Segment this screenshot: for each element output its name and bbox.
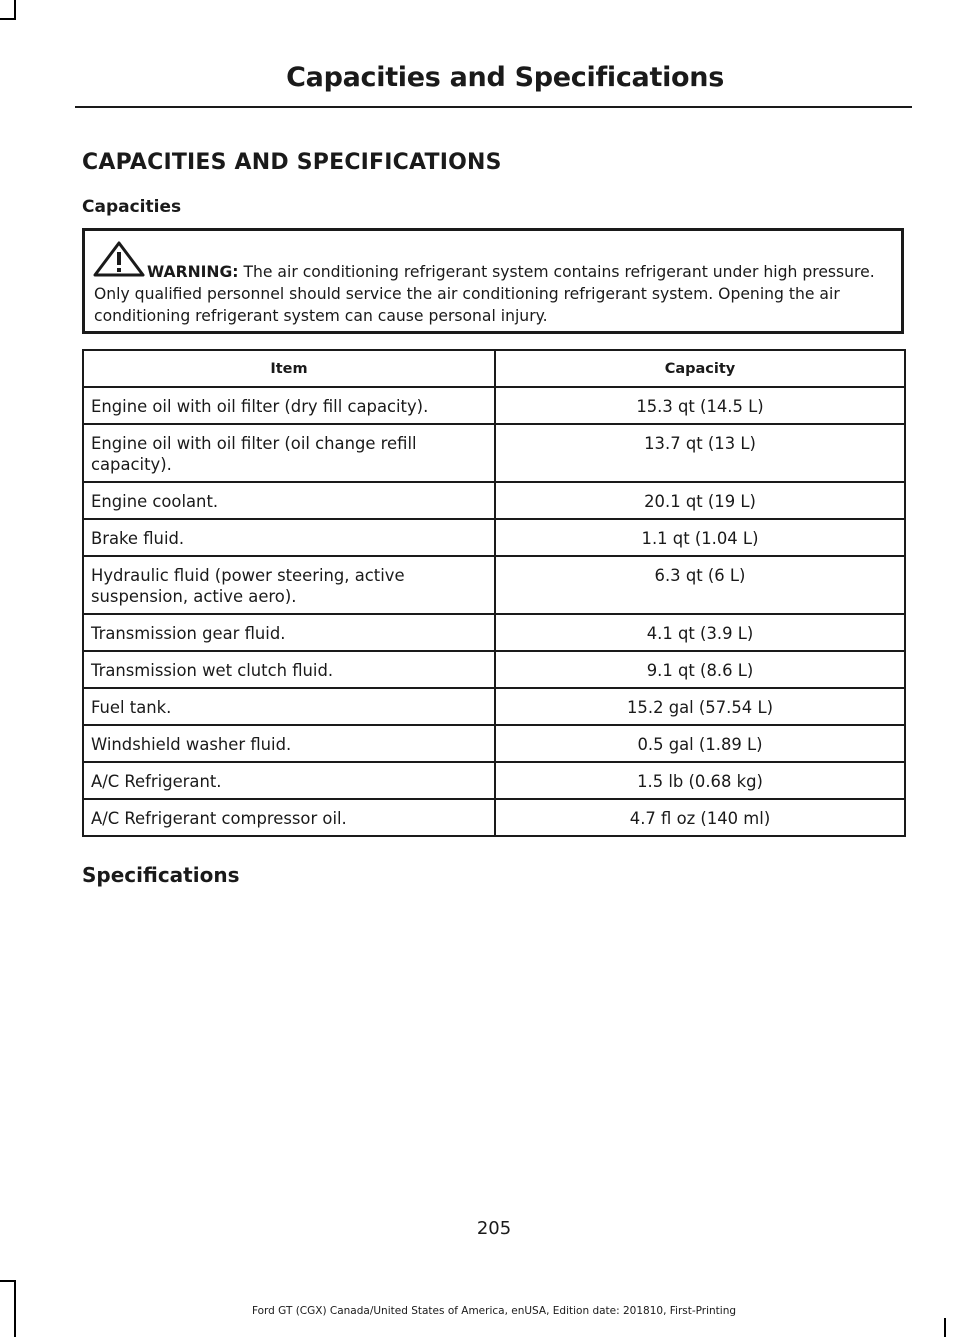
page-footer: Ford GT (CGX) Canada/United States of America, enUSA, Edition date: 201810, First-Printing: [251, 1305, 737, 1317]
column-header-item: Item: [83, 350, 495, 387]
item-cell: Engine oil with oil filter (dry fill capacity).: [83, 387, 495, 424]
page-header-title: Capacities and Specifications: [286, 62, 724, 93]
table-row: [83, 651, 905, 688]
item-cell: Windshield washer fluid.: [83, 725, 495, 762]
crop-mark: [0, 18, 16, 20]
table-row: [83, 387, 905, 424]
item-cell: A/C Refrigerant.: [83, 762, 495, 799]
warning-box: [82, 228, 904, 334]
section-title: CAPACITIES AND SPECIFICATIONS: [82, 150, 502, 175]
capacity-cell: 4.1 qt (3.9 L): [495, 614, 905, 651]
capacity-cell: 0.5 gal (1.89 L): [495, 725, 905, 762]
capacity-cell: 9.1 qt (8.6 L): [495, 651, 905, 688]
item-cell: Brake fluid.: [83, 519, 495, 556]
specifications-heading: Specifications: [82, 863, 240, 887]
item-cell: Fuel tank.: [83, 688, 495, 725]
table-row: [83, 799, 905, 836]
capacity-cell: 6.3 qt (6 L): [495, 556, 905, 614]
header-divider: [75, 106, 912, 108]
table-row: [83, 482, 905, 519]
table-row: [83, 424, 905, 482]
crop-mark: [14, 0, 16, 20]
table-row: [83, 762, 905, 799]
table-row: [83, 688, 905, 725]
capacities-heading: Capacities: [82, 197, 182, 217]
page-number: 205: [476, 1218, 512, 1239]
item-cell: Engine oil with oil filter (oil change refill capacity).: [83, 424, 495, 482]
crop-mark: [0, 1280, 16, 1282]
table-row: [83, 725, 905, 762]
capacity-cell: 13.7 qt (13 L): [495, 424, 905, 482]
table-row: [83, 556, 905, 614]
item-cell: Hydraulic fluid (power steering, active suspension, active aero).: [83, 556, 495, 614]
capacity-cell: 1.5 lb (0.68 kg): [495, 762, 905, 799]
table-row: [83, 614, 905, 651]
item-cell: A/C Refrigerant compressor oil.: [83, 799, 495, 836]
capacity-cell: 1.1 qt (1.04 L): [495, 519, 905, 556]
capacities-table: [82, 349, 906, 837]
warning-body: The air conditioning refrigerant system contains refrigerant under high pressure. Only qualified personnel should service the air conditioning refrigerant system. Opening the air conditioning refrigerant system can cause personal injury.: [94, 263, 875, 325]
capacity-cell: 15.3 qt (14.5 L): [495, 387, 905, 424]
capacity-cell: 20.1 qt (19 L): [495, 482, 905, 519]
item-cell: Transmission gear fluid.: [83, 614, 495, 651]
table-row: [83, 519, 905, 556]
crop-mark: [944, 1318, 946, 1337]
item-cell: Engine coolant.: [83, 482, 495, 519]
warning-text: [94, 261, 889, 327]
item-cell: Transmission wet clutch fluid.: [83, 651, 495, 688]
table-header-row: [83, 350, 905, 387]
capacity-cell: 4.7 fl oz (140 ml): [495, 799, 905, 836]
column-header-capacity: Capacity: [495, 350, 905, 387]
capacity-cell: 15.2 gal (57.54 L): [495, 688, 905, 725]
warning-label: WARNING:: [147, 263, 239, 281]
